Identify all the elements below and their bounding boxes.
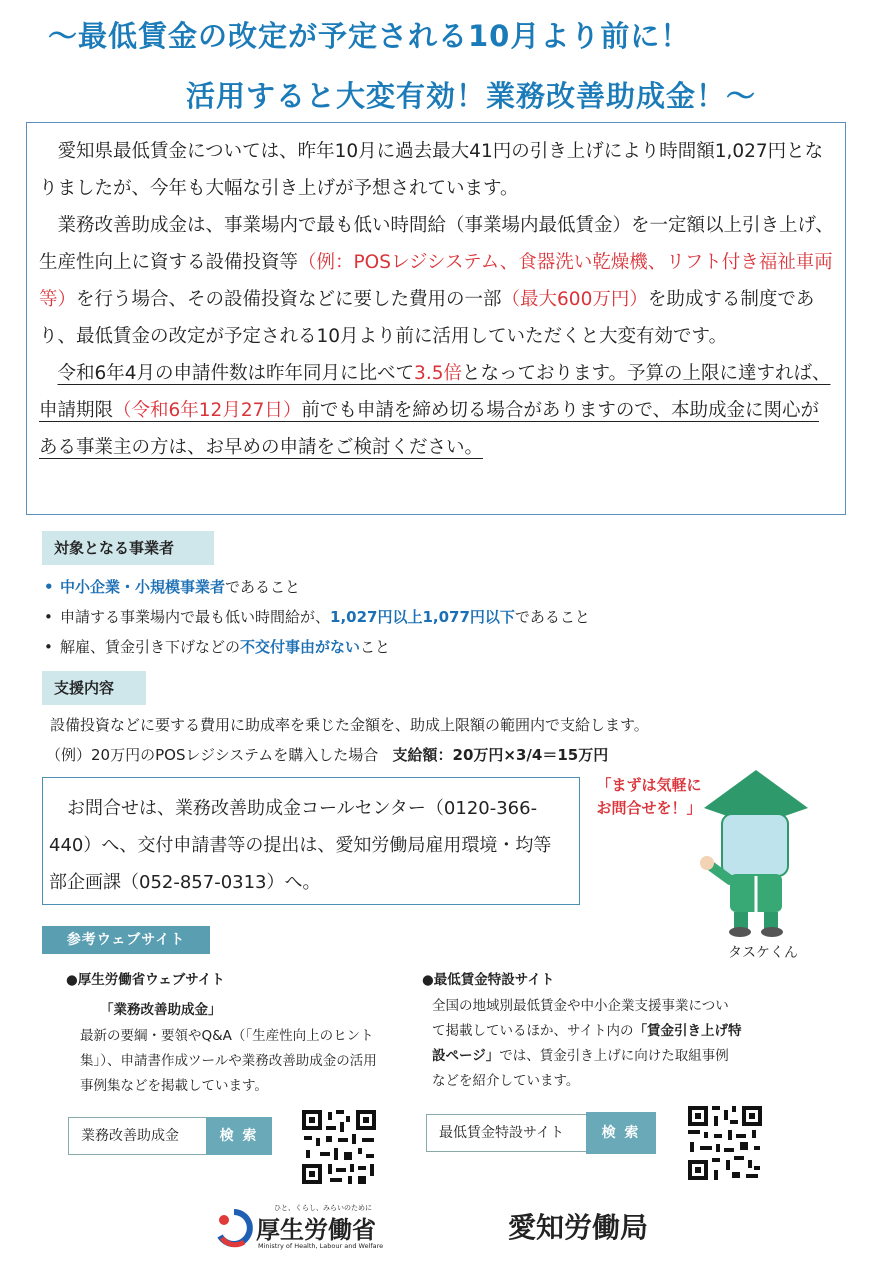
mascot-image [700,768,812,938]
target-heading: 対象となる事業者 [42,531,214,565]
list-item [44,632,590,662]
mhlw-tagline: ひと、くらし、みらいのために [274,1204,372,1212]
desc-text: 全国の地域別最低賃金や中小企業支援事業について掲載しているほか、サイト内の [432,998,729,1039]
desc-text: では、賃金引き上げに向けた取組事例などを紹介しています。 [432,1048,729,1089]
bullet-icon: • [44,638,53,656]
support-line-2 [46,744,608,765]
mhlw-english-name: Ministry of Health, Labour and Welfare [258,1242,384,1250]
bullet-icon: • [44,608,53,626]
list-item-text: こと [360,638,391,656]
list-item-text: 解雇、賃金引き下げなどの [60,638,241,656]
support-line-1: 設備投資などに要する費用に助成率を乗じた金額を、助成上限額の範囲内で支給します。 [50,716,649,734]
intro-example-highlight: （例：POSレジシステム、食器洗い乾燥機、リフト付き福祉車両等） [39,252,833,310]
intro-paragraph-3 [39,355,835,466]
intro-paragraph-1: 愛知県最低賃金については、昨年10月に過去最大41円の引き上げにより時間額1,027円となりましたが、今年も大幅な引き上げが予想されています。 [39,141,824,199]
web-heading: 参考ウェブサイト [42,926,210,954]
list-item-highlight: 不交付事由がない [240,638,361,656]
mhlw-site-desc: 最新の要綱・要領やQ&A（「生産性向上のヒント集」）、申請書作成ツールや業務改善助成金の活用事例集などを掲載しています。 [80,1028,377,1094]
bubble-line: 「まずは気軽に [596,776,702,794]
intro-paragraph-2 [39,207,835,355]
title-line-2: 活用すると大変有効！業務改善助成金！〜 [186,79,757,113]
desc-highlight: 「賃金引き上げ特設ページ」 [432,1023,742,1064]
intro-text: 業務改善助成金は、事業場内で最も低い時間給（事業場内最低賃金）を一定額以上引き上げ、生産性向上に資する設備投資等 [39,215,834,273]
contact-box [42,777,580,905]
list-item-text: 申請する事業場内で最も低い時間給が、 [60,608,331,626]
mhlw-search-input[interactable]: 業務改善助成金 [68,1117,208,1155]
intro-text: を行う場合、その設備投資などに要した費用の一部 [76,289,502,310]
mhlw-search-button[interactable]: 検 索 [206,1117,272,1155]
bullet-icon: • [44,578,54,596]
list-item-highlight: 1,027円以上1,077円以下 [330,608,515,626]
minwage-site-desc [432,994,742,1094]
mhlw-logo-text: 厚生労働省 [256,1216,376,1244]
intro-deadline-highlight: （令和6年12月27日） [113,400,302,421]
intro-max-amount-highlight: （最大600万円） [501,289,648,310]
target-list [44,572,590,662]
minwage-search-button[interactable]: 検 索 [586,1112,656,1154]
intro-box [26,122,846,515]
list-item-highlight: 中小企業・小規模事業者 [60,578,226,596]
list-item [44,602,590,632]
title-line-1: 〜最低賃金の改定が予定される10月より前に！ [48,19,691,53]
support-example: （例）20万円のPOSレジシステムを購入した場合 [46,746,379,764]
intro-text: 前でも申請を締め切る場合がありますので、本助成金に関心がある事業主の方は、お早めの申請をご検討ください。 [39,400,820,458]
list-item-text: であること [225,578,301,596]
mhlw-logo-icon [214,1208,254,1248]
contact-text: お問合せは、業務改善助成金コールセンター（0120-366-440）へ、交付申請書等の提出は、愛知労働局雇用環境・均等部企画課（052-857-0313）へ。 [49,798,552,893]
intro-text: となっております。予算の上限に達すれば、申請期限 [39,363,831,421]
support-heading: 支援内容 [42,671,146,705]
minwage-qr-code-icon[interactable] [686,1104,764,1182]
intro-ratio-highlight: 3.5倍 [414,363,462,384]
mhlw-site-title: ●厚生労働省ウェブサイト [66,972,225,988]
intro-text: を助成する制度であり、最低賃金の改定が予定される10月より前に活用していただくと大変有効です。 [39,289,815,347]
speech-bubble [584,774,714,820]
aichi-labour-bureau-logo: 愛知労働局 [508,1211,649,1244]
mhlw-qr-code-icon[interactable] [300,1108,378,1186]
list-item-text: であること [514,608,590,626]
intro-text: 令和6年4月の申請件数は昨年同月に比べて [57,363,415,384]
support-amount: 支給額：20万円×3/4＝15万円 [392,746,609,764]
bubble-line: お問合せを！」 [596,799,702,817]
mascot-name: タスケくん [728,945,798,961]
minwage-site-title: ●最低賃金特設サイト [422,972,555,988]
mhlw-site-subtitle: 「業務改善助成金」 [100,1002,222,1018]
minwage-search-input[interactable]: 最低賃金特設サイト [426,1114,588,1152]
list-item [44,572,590,602]
